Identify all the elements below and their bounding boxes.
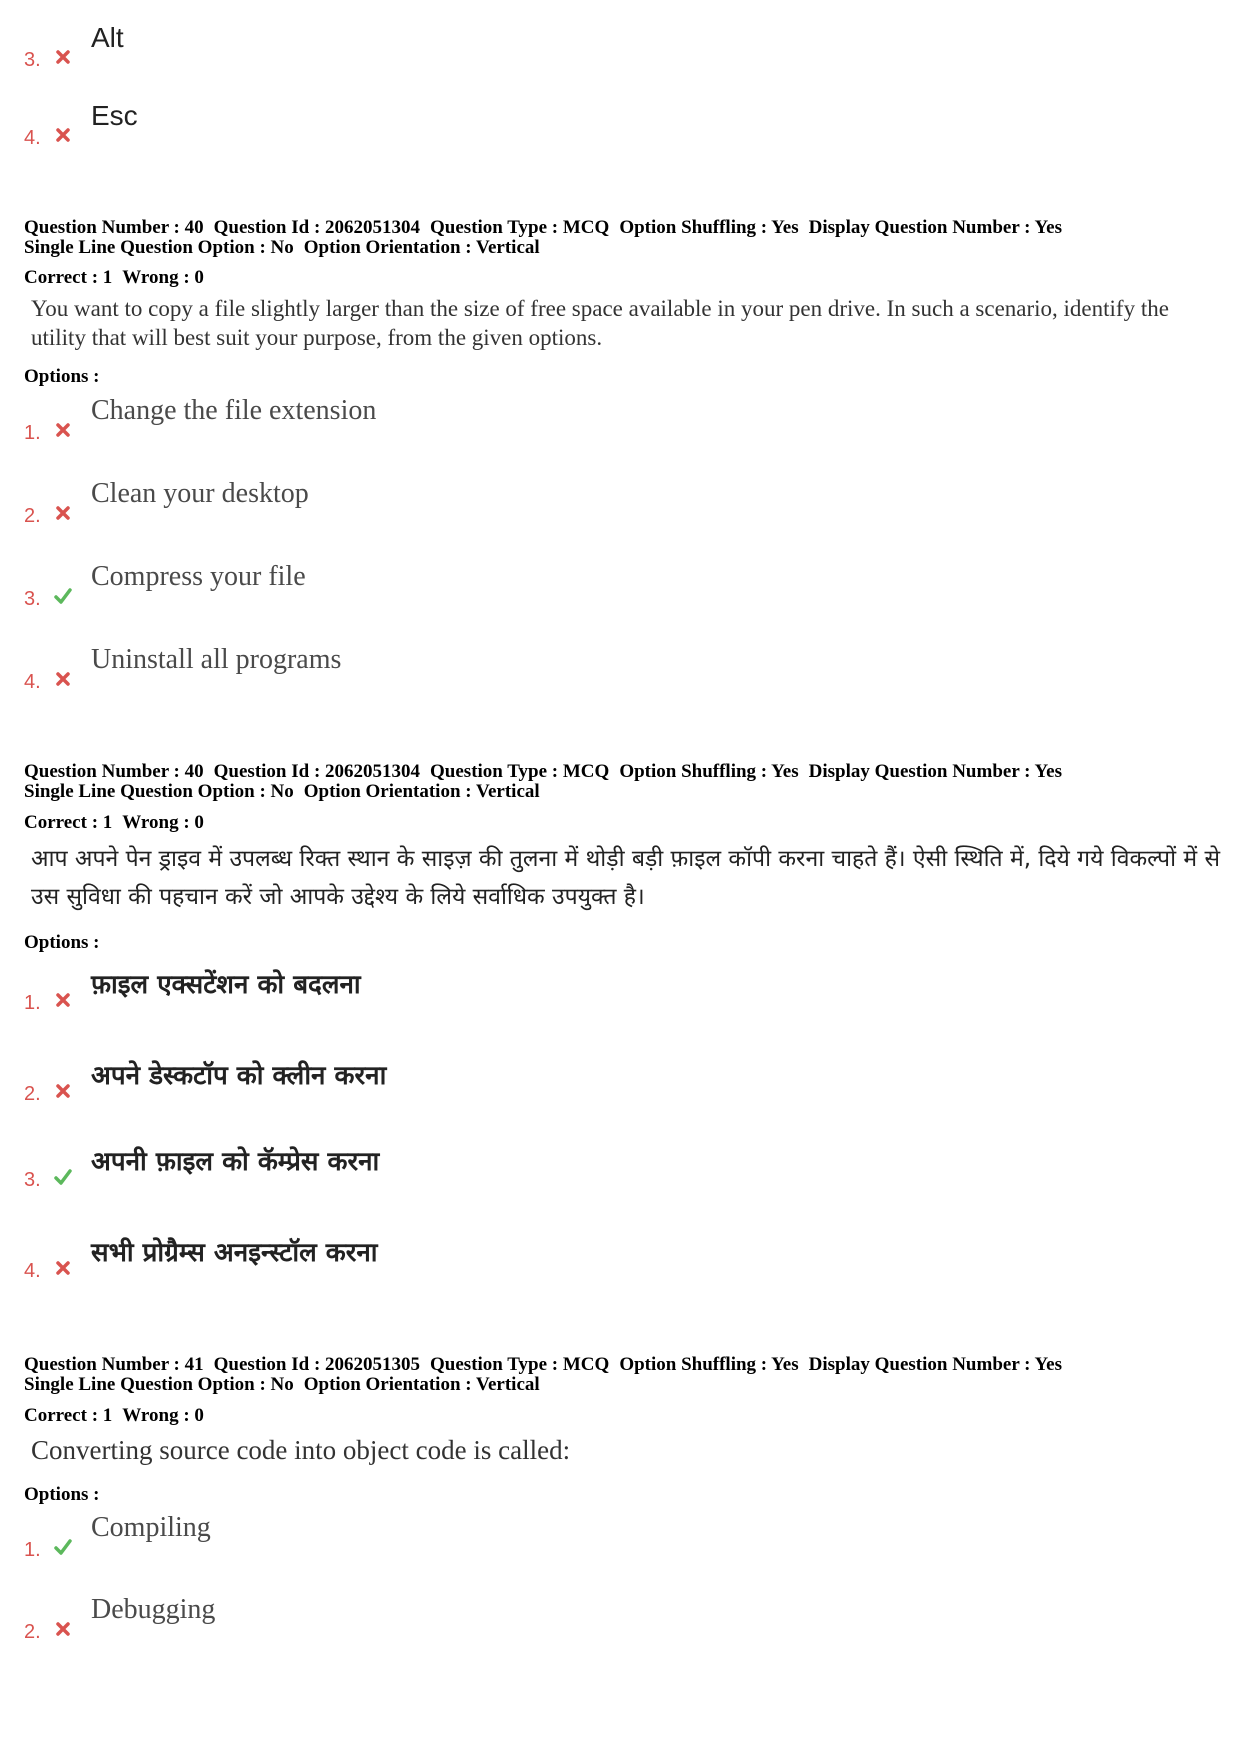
question-text: आप अपने पेन ड्राइव में उपलब्ध रिक्त स्थान के साइज़ की तुलना में थोड़ी बड़ी फ़ाइल कॉपी करना चाहते हैं। ऐसी स्थिति में, दिये गये विकल्पों में से उस सुविधा की पहचान करें जो आपके उद्देश्य के लिये सर्वाधिक उपयुक्त है। — [31, 846, 1220, 910]
wrong-marks: Wrong : 0 — [122, 1405, 204, 1426]
single-line-option: Single Line Question Option : No — [24, 237, 294, 258]
options-label: Options : — [24, 1484, 100, 1505]
question-type: Question Type : MCQ — [430, 217, 610, 238]
correct-marks: Correct : 1 — [24, 267, 113, 288]
meta-line-2 — [24, 782, 1224, 802]
option-3 — [24, 22, 1024, 72]
question-type: Question Type : MCQ — [430, 761, 610, 782]
options-label: Options : — [24, 932, 100, 953]
question-number: Question Number : 40 — [24, 217, 204, 238]
option-text: सभी प्रोग्रैम्स अनइन्स्टॉल करना — [91, 1238, 378, 1268]
marks — [24, 267, 214, 289]
option-text: Alt — [91, 22, 124, 53]
display-question-number: Display Question Number : Yes — [808, 217, 1062, 238]
option-number: 2. — [24, 1083, 41, 1105]
cross-icon — [54, 126, 72, 144]
correct-marks: Correct : 1 — [24, 812, 113, 833]
question-text: You want to copy a file slightly larger than the size of free space available in your pen drive. In such a scenario, identify the utility that will best suit your purpose, from the given options. — [31, 296, 1169, 350]
question-id: Question Id : 2062051305 — [213, 1354, 421, 1375]
option-number: 2. — [24, 505, 41, 527]
question-number: Question Number : 40 — [24, 761, 204, 782]
option-1 — [24, 395, 1024, 445]
meta-line-2 — [24, 1375, 1224, 1395]
wrong-marks: Wrong : 0 — [122, 267, 204, 288]
option-text: फ़ाइल एक्सटेंशन को बदलना — [91, 970, 361, 1000]
cross-icon — [54, 991, 72, 1009]
cross-icon — [54, 1082, 72, 1100]
option-text: Compress your file — [91, 561, 306, 592]
option-number: 4. — [24, 1260, 41, 1282]
option-number: 4. — [24, 127, 41, 149]
option-text: अपनी फ़ाइल को कॅम्प्रेस करना — [91, 1147, 380, 1177]
question-meta — [24, 762, 1224, 802]
option-number: 3. — [24, 1169, 41, 1191]
single-line-option: Single Line Question Option : No — [24, 1374, 294, 1395]
question-id: Question Id : 2062051304 — [213, 761, 421, 782]
option-text: Compiling — [91, 1512, 211, 1543]
wrong-marks: Wrong : 0 — [122, 812, 204, 833]
option-2 — [24, 478, 1024, 528]
option-text: Debugging — [91, 1594, 216, 1625]
option-text: Change the file extension — [91, 395, 377, 426]
option-shuffling: Option Shuffling : Yes — [619, 761, 799, 782]
option-number: 1. — [24, 1539, 41, 1561]
check-icon — [54, 587, 72, 605]
option-number: 1. — [24, 992, 41, 1014]
question-number: Question Number : 41 — [24, 1354, 204, 1375]
meta-line-1 — [24, 762, 1224, 782]
option-text: Esc — [91, 100, 138, 131]
question-meta — [24, 1355, 1224, 1395]
single-line-option: Single Line Question Option : No — [24, 781, 294, 802]
question-text: Converting source code into object code is called: — [31, 1435, 571, 1465]
check-icon — [54, 1168, 72, 1186]
option-2 — [24, 1056, 1024, 1106]
option-3 — [24, 561, 1024, 611]
option-text: Uninstall all programs — [91, 644, 342, 675]
option-3 — [24, 1142, 1024, 1192]
correct-marks: Correct : 1 — [24, 1405, 113, 1426]
option-1 — [24, 965, 1024, 1015]
option-4 — [24, 100, 1024, 150]
option-orientation: Option Orientation : Vertical — [303, 781, 540, 802]
meta-line-2 — [24, 238, 1224, 258]
option-shuffling: Option Shuffling : Yes — [619, 1354, 799, 1375]
option-number: 1. — [24, 422, 41, 444]
option-4 — [24, 644, 1024, 694]
option-4 — [24, 1233, 1024, 1283]
option-orientation: Option Orientation : Vertical — [303, 237, 540, 258]
options-label: Options : — [24, 366, 100, 387]
option-text: अपने डेस्कटॉप को क्लीन करना — [91, 1061, 387, 1091]
option-1 — [24, 1512, 1024, 1562]
display-question-number: Display Question Number : Yes — [808, 1354, 1062, 1375]
cross-icon — [54, 48, 72, 66]
option-2 — [24, 1594, 1024, 1644]
question-type: Question Type : MCQ — [430, 1354, 610, 1375]
cross-icon — [54, 1259, 72, 1277]
cross-icon — [54, 421, 72, 439]
question-meta — [24, 218, 1224, 258]
marks — [24, 812, 214, 834]
question-id: Question Id : 2062051304 — [213, 217, 421, 238]
check-icon — [54, 1538, 72, 1556]
option-number: 2. — [24, 1621, 41, 1643]
option-text: Clean your desktop — [91, 478, 309, 509]
cross-icon — [54, 670, 72, 688]
cross-icon — [54, 1620, 72, 1638]
meta-line-1 — [24, 1355, 1224, 1375]
marks — [24, 1405, 214, 1427]
option-orientation: Option Orientation : Vertical — [303, 1374, 540, 1395]
display-question-number: Display Question Number : Yes — [808, 761, 1062, 782]
option-shuffling: Option Shuffling : Yes — [619, 217, 799, 238]
meta-line-1 — [24, 218, 1224, 238]
option-number: 3. — [24, 588, 41, 610]
option-number: 4. — [24, 671, 41, 693]
option-number: 3. — [24, 49, 41, 71]
cross-icon — [54, 504, 72, 522]
